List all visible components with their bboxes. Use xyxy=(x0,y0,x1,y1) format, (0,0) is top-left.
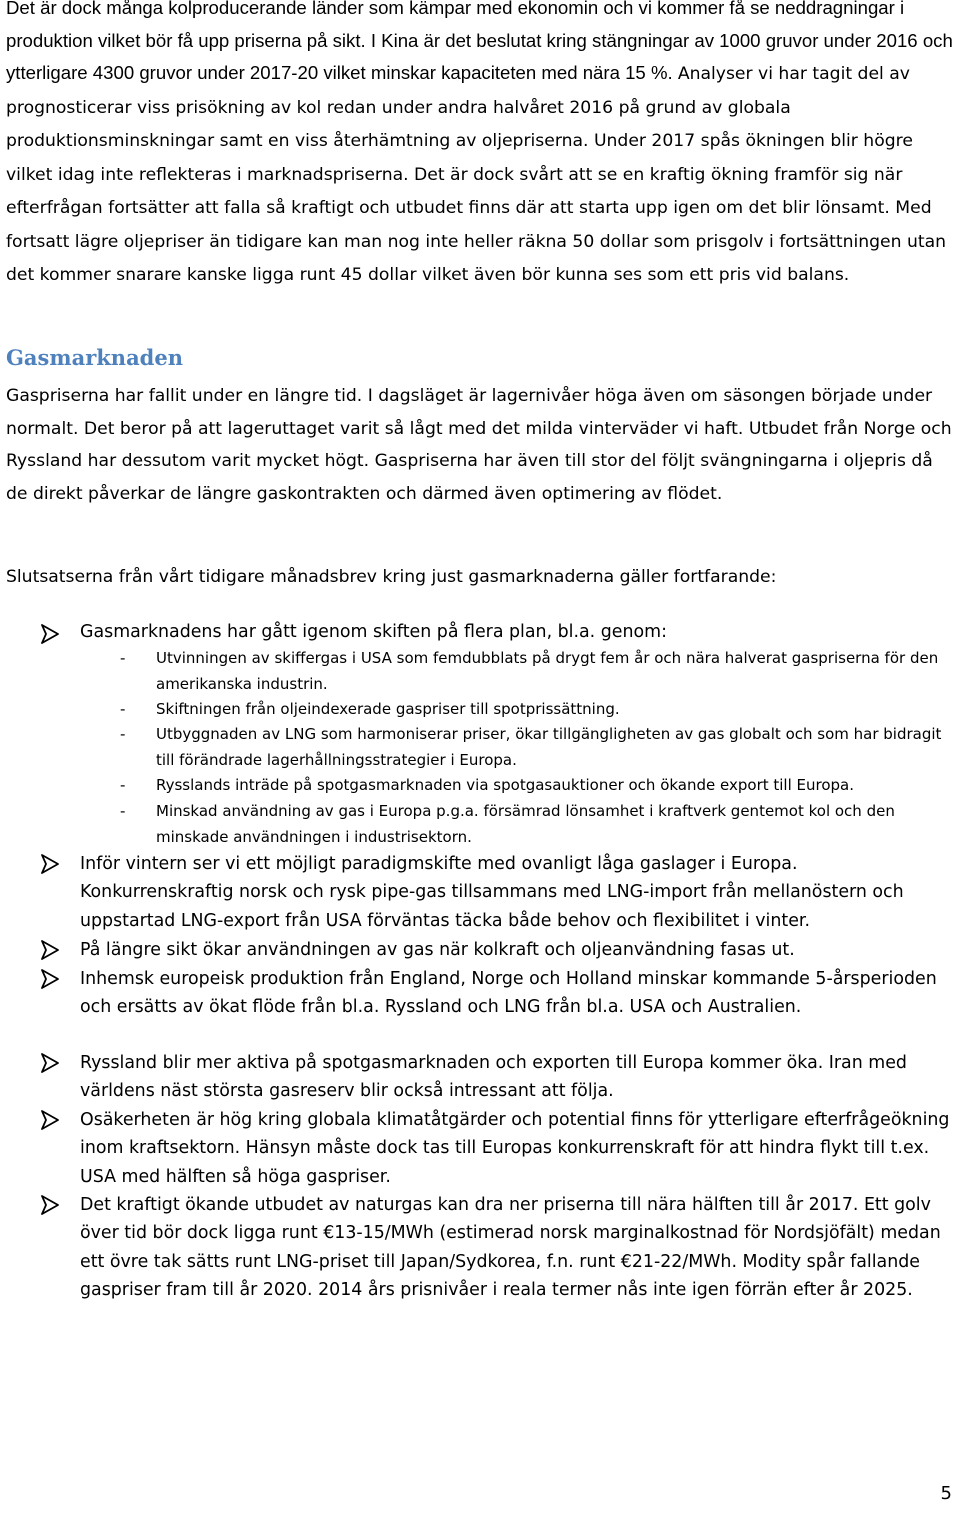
bullet-item: Inhemsk europeisk produktion från England, Norge och Holland minskar kommande 5-årsperioden och ersätts av ökat flöde från bl.a. Ryssland och LNG från bl.a. USA och Australien. xyxy=(80,969,937,1018)
section-heading: Gasmarknaden xyxy=(6,345,183,370)
arrowhead-bullet-icon xyxy=(40,939,60,961)
sub-item: Minskad användning av gas i Europa p.g.a. försämrad lönsamhet i kraftverk gentemot kol och den minskade användningen i industrisektorn. xyxy=(156,802,895,846)
bullet-item: Osäkerheten är hög kring globala klimatåtgärder och potential finns för ytterligare efterfrågeökning inom kraftsektorn. Hänsyn måste dock tas till Europas konkurrenskraft för att hindra flykt till t.ex. USA med hälften så höga gaspriser. xyxy=(80,1110,950,1187)
intro-paragraph xyxy=(6,0,958,292)
arrowhead-bullet-icon xyxy=(40,623,60,645)
bullet-item: Det kraftigt ökande utbudet av naturgas kan dra ner priserna till nära hälften till år 2017. Ett golv över tid bör dock ligga runt €13-15/MWh (estimerad norsk marginalkostnad för Nordsjöfält) medan ett övre tak sätts runt LNG-priset till Japan/Sydkorea, f.n. runt €21-22/MWh. Modity spår fallande gaspriser fram till år 2020. 2014 års prisnivåer i reala termer nås inte igen förrän efter år 2025. xyxy=(80,1195,941,1301)
intro-text-part2: Analyser vi har tagit del av prognosticerar viss prisökning av kol redan under andra halvåret 2016 på grund av globala produktionsminskningar samt en viss återhämtning av oljepriserna. Under 2017 spås ökningen blir högre vilket idag inte reflekteras i marknadspriserna. Det är dock svårt att se en kraftig ökning framför sig när efterfrågan fortsätter att falla så kraftigt och utbudet finns där att starta upp igen om det blir lönsamt. Med fortsatt lägre oljepriser än tidigare kan man nog inte heller räkna 50 dollar som prisgolv i fortsättningen utan det kommer snarare kanske ligga runt 45 dollar vilket även bör kunna ses som ett pris vid balans. xyxy=(6,64,947,285)
sub-item: Skiftningen från oljeindexerade gaspriser till spotprissättning. xyxy=(156,700,620,718)
page-number: 5 xyxy=(940,1483,952,1504)
conclusion-intro: Slutsatserna från vårt tidigare månadsbrev kring just gasmarknaderna gäller fortfarande: xyxy=(6,567,777,587)
bullet-item: Inför vintern ser vi ett möjligt paradigmskifte med ovanligt låga gaslager i Europa. Konkurrenskraftig norsk och rysk pipe-gas tillsammans med LNG-import från mellanöstern och uppstartad LNG-export från USA förväntas täcka både behov och flexibilitet i vinter. xyxy=(80,854,904,931)
sub-item: Rysslands inträde på spotgasmarknaden via spotgasauktioner och ökande export till Europa. xyxy=(156,776,855,794)
bullet-item: Ryssland blir mer aktiva på spotgasmarknaden och exporten till Europa kommer öka. Iran med världens näst största gasreserv blir också intressant att följa. xyxy=(80,1053,907,1102)
dash-marker: - xyxy=(120,700,126,718)
arrowhead-bullet-icon xyxy=(40,968,60,990)
arrowhead-bullet-icon xyxy=(40,1194,60,1216)
gas-paragraph: Gaspriserna har fallit under en längre tid. I dagsläget är lagernivåer höga även om säsongen började under normalt. Det beror på att lageruttaget varit så lågt med det milda vinterväder vi haft. Utbudet från Norge och Ryssland har dessutom varit mycket högt. Gaspriserna har även till stor del följt svängningarna i oljepris då de direkt påverkar de längre gaskontrakten och därmed även optimering av flödet. xyxy=(6,386,952,504)
bullet-item: Gasmarknadens har gått igenom skiften på flera plan, bl.a. genom: xyxy=(80,622,667,642)
arrowhead-bullet-icon xyxy=(40,1109,60,1131)
intro-text-part1: Det är dock många kolproducerande länder som kämpar med ekonomin och vi kommer få se neddragningar i produktion vilket bör få upp priserna på sikt. I Kina är det beslutat kring stängningar av 1000 gruvor under 2016 och ytterligare 4300 gruvor under 2017-20 vilket minskar kapaciteten med nära 15 %. xyxy=(6,0,953,83)
dash-marker: - xyxy=(120,649,126,667)
bullet-item: På längre sikt ökar användningen av gas när kolkraft och oljeanvändning fasas ut. xyxy=(80,940,795,960)
dash-marker: - xyxy=(120,802,126,820)
sub-item: Utbyggnaden av LNG som harmoniserar priser, ökar tillgängligheten av gas globalt och som har bidragit till förändrade lagerhållningsstrategier i Europa. xyxy=(156,725,942,769)
dash-marker: - xyxy=(120,725,126,743)
arrowhead-bullet-icon xyxy=(40,1052,60,1074)
sub-item: Utvinningen av skiffergas i USA som femdubblats på drygt fem år och nära halverat gaspriserna för den amerikanska industrin. xyxy=(156,649,939,693)
dash-marker: - xyxy=(120,776,126,794)
arrowhead-bullet-icon xyxy=(40,853,60,875)
